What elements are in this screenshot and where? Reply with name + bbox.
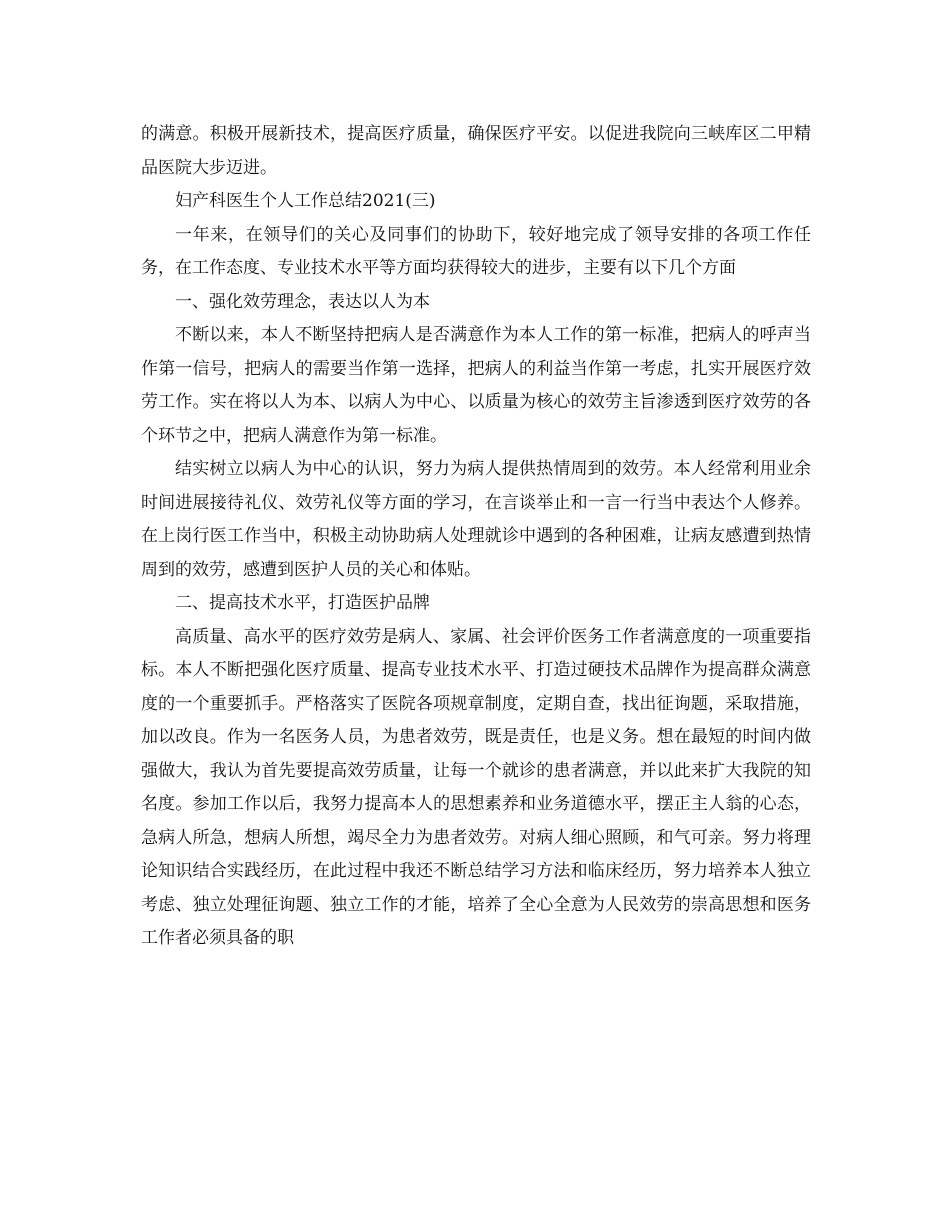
paragraph-continuation: 的满意。积极开展新技术，提高医疗质量，确保医疗平安。以促进我院向三峡库区二甲精品医院大步迈进。 xyxy=(141,124,811,178)
paragraph: 高质量、高水平的医疗效劳是病人、家属、社会评价医务工作者满意度的一项重要指标。本人不断把强化医疗质量、提高专业技术水平、打造过硬技术品牌作为提高群众满意度的一个重要抓手。严格落实了医院各项规章制度，定期自查，找出征询题，采取措施，加以改良。作为一名医务人员，为患者效劳，既是责任，也是义务。想在最短的时间内做强做大，我认为首先要提高效劳质量，让每一个就诊的患者满意，并以此来扩大我院的知名度。参加工作以后，我努力提高本人的思想素养和业务道德水平，摆正主人翁的心态，急病人所急，想病人所想，竭尽全力为患者效劳。对病人细心照顾，和气可亲。努力将理论知识结合实践经历，在此过程中我还不断总结学习方法和临床经历，努力培养本人独立考虑、独立处理征询题、独立工作的才能，培养了全心全意为人民效劳的崇高思想和医务工作者必须具备的职 xyxy=(141,626,811,948)
paragraph: 不断以来，本人不断坚持把病人是否满意作为本人工作的第一标准，把病人的呼声当作第一信号，把病人的需要当作第一选择，把病人的利益当作第一考虑，扎实开展医疗效劳工作。实在将以人为本、以病人为中心、以质量为核心的效劳主旨渗透到医疗效劳的各个环节之中，把病人满意作为第一标准。 xyxy=(141,325,811,446)
document-body xyxy=(141,118,811,956)
paragraph: 结实树立以病人为中心的认识，努力为病人提供热情周到的效劳。本人经常利用业余时间进展接待礼仪、效劳礼仪等方面的学习，在言谈举止和一言一行当中表达个人修养。在上岗行医工作当中，积极主动协助病人处理就诊中遇到的各种困难，让病友感遭到热情周到的效劳，感遭到医护人员的关心和体贴。 xyxy=(141,459,811,580)
section-title: 妇产科医生个人工作总结2021(三) xyxy=(175,191,436,211)
heading-two: 二、提高技术水平，打造医护品牌 xyxy=(175,593,430,613)
heading-one: 一、强化效劳理念，表达以人为本 xyxy=(175,291,430,312)
paragraph-intro: 一年来，在领导们的关心及同事们的协助下，较好地完成了领导安排的各项工作任务，在工作态度、专业技术水平等方面均获得较大的进步，主要有以下几个方面 xyxy=(141,224,811,278)
